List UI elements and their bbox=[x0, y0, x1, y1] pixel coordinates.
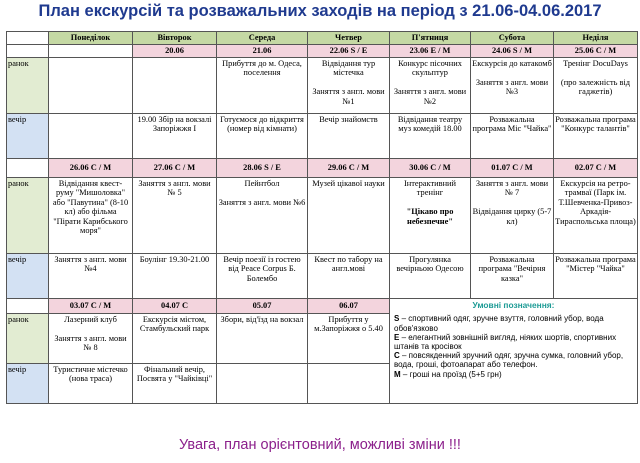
legend-code: S bbox=[394, 314, 400, 324]
day-header: Неділя bbox=[554, 32, 638, 45]
slot-label-evening: вечір bbox=[7, 114, 49, 159]
morning-row bbox=[7, 178, 638, 254]
activity-title bbox=[312, 59, 384, 106]
activity-line: Екскурсія до катакомб bbox=[472, 59, 552, 68]
legend bbox=[390, 299, 638, 404]
activity-cell: Прибуття до м. Одеса, поселення bbox=[217, 58, 308, 114]
day-header: Четвер bbox=[308, 32, 390, 45]
activity-line: Відвідання цирку (5-7 кл) bbox=[472, 207, 552, 226]
activity-title bbox=[54, 315, 126, 352]
date-cell: 24.06 S / M bbox=[471, 45, 554, 58]
activity-cell: Розважальна програма "Вечірня казка" bbox=[471, 254, 554, 299]
activity-cell: Екскурсія на ретро-трамваї (Парк ім. Т.Шевченка-Привоз-Аркадія-Тираспольська площа) bbox=[554, 178, 638, 254]
activity-cell bbox=[308, 364, 390, 404]
activity-line: Заняття з англ. мови № 8 bbox=[54, 333, 127, 353]
activity-cell: Музей цікавої науки bbox=[308, 178, 390, 254]
date-row bbox=[7, 45, 638, 58]
slot-label-morning: ранок bbox=[7, 178, 49, 254]
activity-title bbox=[472, 59, 552, 96]
evening-row bbox=[7, 254, 638, 299]
legend-item-c bbox=[394, 351, 633, 369]
date-cell: 26.06 C / M bbox=[49, 159, 133, 178]
date-cell: 05.07 bbox=[217, 299, 308, 314]
activity-cell: Розважальна програма "Містер "Чайка" bbox=[554, 254, 638, 299]
activity-line: Заняття з англ. мови №3 bbox=[475, 77, 549, 97]
legend-code: C bbox=[394, 351, 400, 361]
legend-text: – спортивний одяг, зручне взуття, головний убор, вода обов'язково bbox=[394, 314, 604, 333]
activity-cell: Прибуття у м.Запоріжжя о 5.40 bbox=[308, 314, 390, 364]
evening-row bbox=[7, 114, 638, 159]
activity-title bbox=[561, 59, 630, 96]
date-cell: 20.06 bbox=[133, 45, 217, 58]
activity-line: Заняття з англ. мови № 7 bbox=[475, 179, 549, 198]
schedule-table bbox=[6, 31, 638, 404]
activity-cell: Відвідання театру муз комедій 18.00 bbox=[390, 114, 471, 159]
legend-item-e bbox=[394, 333, 633, 351]
date-cell: 21.06 bbox=[217, 45, 308, 58]
activity-line: Заняття з англ. мови №2 bbox=[393, 87, 467, 106]
activity-cell: Боулінг 19.30-21.00 bbox=[133, 254, 217, 299]
date-cell: 01.07 C / M bbox=[471, 159, 554, 178]
activity-cell: Екскурсія містом, Стамбульский парк bbox=[133, 314, 217, 364]
morning-row bbox=[7, 58, 638, 114]
activity-line: Заняття з англ. мови №6 bbox=[218, 197, 306, 207]
activity-cell: Вечір поезії із гостею від Peace Corpus Б. Болембо bbox=[217, 254, 308, 299]
activity-cell: Відвідання квест-руму "Мишоловка" або "Павутина" (8-10 кл) або фільма "Пірати Карибського моря" bbox=[49, 178, 133, 254]
date-cell: 30.06 C / M bbox=[390, 159, 471, 178]
day-header: Субота bbox=[471, 32, 554, 45]
date-cell: 23.06 E / M bbox=[390, 45, 471, 58]
legend-text: – повсякденний зручний одяг, зручна сумка, головний убор, вода, гроші, фотоапарат або телефон. bbox=[394, 351, 624, 370]
warning-note: Увага, план орієнтовний, можливі зміни !!! bbox=[179, 437, 461, 453]
activity-cell bbox=[390, 178, 471, 254]
blank-cell bbox=[7, 159, 49, 178]
activity-cell bbox=[308, 58, 390, 114]
activity-line: Тренінг DocuDays bbox=[563, 59, 628, 68]
activity-line: Заняття з англ. мови №1 bbox=[312, 87, 385, 106]
activity-cell: Вечір знайомств bbox=[308, 114, 390, 159]
date-cell: 27.06 C / M bbox=[133, 159, 217, 178]
activity-line: (про залежність від гаджетів) bbox=[560, 77, 631, 97]
blank-cell bbox=[7, 299, 49, 314]
activity-cell bbox=[390, 58, 471, 114]
activity-cell bbox=[217, 364, 308, 404]
activity-line: Конкурс пісочних скульптур bbox=[398, 59, 462, 78]
legend-text: – гроші на проїзд (5+5 грн) bbox=[400, 369, 502, 379]
slot-label-evening: вечір bbox=[7, 254, 49, 299]
activity-line: "Цікаво про небезпечне" bbox=[406, 207, 454, 226]
date-cell: 28.06 S / E bbox=[217, 159, 308, 178]
activity-title bbox=[394, 59, 466, 106]
activity-cell bbox=[217, 178, 308, 254]
activity-line: Пейнтбол bbox=[244, 179, 280, 188]
activity-cell: Прогулянка вечірньою Одесою bbox=[390, 254, 471, 299]
date-row bbox=[7, 299, 638, 314]
legend-item-s bbox=[394, 314, 633, 332]
activity-cell: 19.00 Збір на вокзалі Запоріжжя І bbox=[133, 114, 217, 159]
blank-cell bbox=[7, 45, 49, 58]
corner-cell bbox=[7, 32, 49, 45]
activity-line: Інтерактивний тренінг bbox=[403, 179, 457, 198]
activity-cell bbox=[554, 58, 638, 114]
day-header: Вівторок bbox=[133, 32, 217, 45]
date-cell: 02.07 C / M bbox=[554, 159, 638, 178]
activity-line: Лазерний клуб bbox=[64, 315, 117, 324]
slot-label-evening: вечір bbox=[7, 364, 49, 404]
activity-cell: Розважальна програма "Конкурс талантів" bbox=[554, 114, 638, 159]
legend-code: M bbox=[394, 369, 401, 379]
activity-cell: Заняття з англ. мови №4 bbox=[49, 254, 133, 299]
day-header-row bbox=[7, 32, 638, 45]
legend-title: Умовні позначення: bbox=[472, 300, 555, 310]
activity-title bbox=[219, 179, 306, 207]
day-header: П'ятниця bbox=[390, 32, 471, 45]
slot-label-morning: ранок bbox=[7, 314, 49, 364]
date-row bbox=[7, 159, 638, 178]
date-cell: 25.06 C / M bbox=[554, 45, 638, 58]
legend-text: – елегантний зовнішній вигляд, ніяких шортів, спортивних штанів та кросівок bbox=[394, 332, 617, 351]
legend-code: E bbox=[394, 332, 400, 342]
day-header: Середа bbox=[217, 32, 308, 45]
activity-line: Відвідання тур містечка bbox=[321, 59, 376, 78]
activity-title bbox=[473, 179, 552, 226]
activity-cell: Фінальний вечір, Посвята у "Чайківці" bbox=[133, 364, 217, 404]
slot-label-morning: ранок bbox=[7, 58, 49, 114]
day-header: Понеділок bbox=[49, 32, 133, 45]
activity-cell bbox=[471, 58, 554, 114]
activity-cell bbox=[133, 58, 217, 114]
activity-cell: Готуємося до відкриття (номер від кімнати) bbox=[217, 114, 308, 159]
legend-item-m bbox=[394, 370, 633, 379]
blank-cell bbox=[49, 45, 133, 58]
date-cell: 03.07 C / M bbox=[49, 299, 133, 314]
activity-cell bbox=[49, 314, 133, 364]
activity-cell: Туристичне містечко (нова траса) bbox=[49, 364, 133, 404]
page-title: План екскурсій та розважальних заходів на період з 21.06-04.06.2017 bbox=[38, 2, 602, 20]
activity-cell bbox=[49, 58, 133, 114]
activity-cell: Заняття з англ. мови № 5 bbox=[133, 178, 217, 254]
date-cell: 04.07 C bbox=[133, 299, 217, 314]
activity-cell bbox=[49, 114, 133, 159]
date-cell: 22.06 S / E bbox=[308, 45, 390, 58]
date-cell: 06.07 bbox=[308, 299, 390, 314]
activity-cell: Збори, від'їзд на вокзал bbox=[217, 314, 308, 364]
activity-cell: Квест по табору на англ.мові bbox=[308, 254, 390, 299]
activity-title bbox=[404, 179, 456, 226]
date-cell: 29.06 C / M bbox=[308, 159, 390, 178]
activity-cell bbox=[471, 178, 554, 254]
activity-cell: Розважальна програма Міс "Чайка" bbox=[471, 114, 554, 159]
